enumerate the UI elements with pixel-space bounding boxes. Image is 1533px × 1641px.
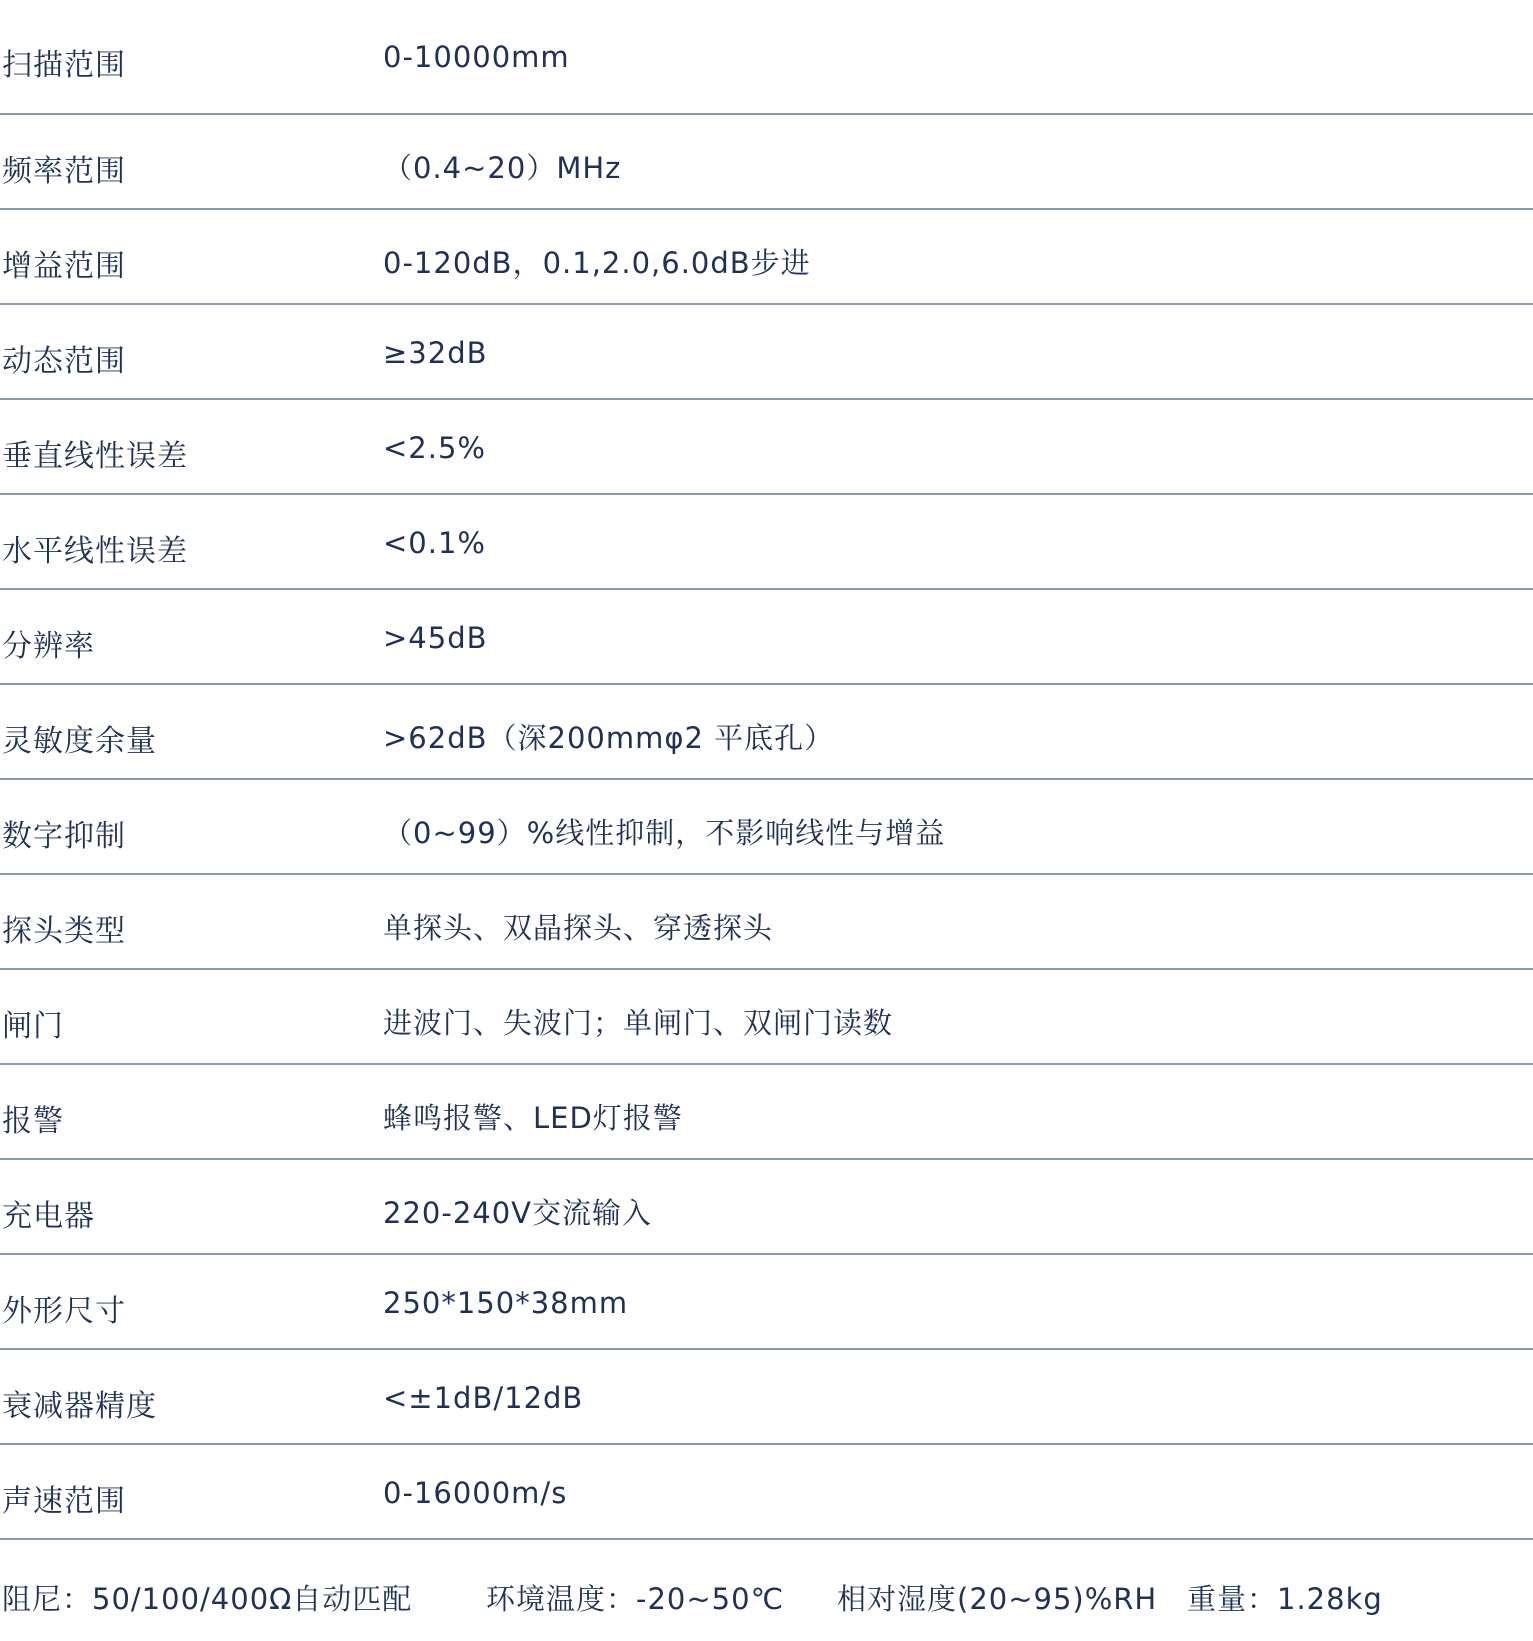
spec-label: 频率范围 [2,154,126,189]
spec-label: 扫描范围 [2,48,126,83]
spec-row-sound-velocity [0,1445,1533,1540]
spec-row-dimensions [0,1255,1533,1350]
spec-value: 0-10000mm [383,40,570,74]
spec-label: 报警 [2,1104,64,1139]
footer-temperature: 环境温度：-20~50℃ [486,1582,785,1616]
spec-value: <0.1% [383,526,486,560]
spec-value: 单探头、双晶探头、穿透探头 [383,911,774,945]
spec-value: 220-240V交流输入 [383,1196,653,1230]
spec-value: 0-120dB，0.1,2.0,6.0dB步进 [383,246,811,280]
spec-row-scan-range [0,0,1533,115]
spec-value: <2.5% [383,431,486,465]
spec-row-digital-suppression [0,780,1533,875]
footer-specs [0,1567,1533,1627]
spec-value: 进波门、失波门；单闸门、双闸门读数 [383,1006,894,1040]
spec-value: ≥32dB [383,336,488,370]
spec-label: 探头类型 [2,914,126,949]
footer-damping: 阻尼：50/100/400Ω自动匹配 [2,1582,413,1616]
spec-row-sensitivity-margin [0,685,1533,780]
spec-label: 垂直线性误差 [2,439,188,474]
spec-label: 声速范围 [2,1484,126,1519]
spec-value: 0-16000m/s [383,1476,568,1510]
spec-label: 充电器 [2,1199,95,1234]
spec-label: 水平线性误差 [2,534,188,569]
spec-row-attenuator-accuracy [0,1350,1533,1445]
spec-value: （0.4~20）MHz [383,151,622,185]
spec-row-frequency-range [0,115,1533,210]
footer-weight: 重量：1.28kg [1187,1582,1383,1616]
spec-row-resolution [0,590,1533,685]
spec-row-probe-type [0,875,1533,970]
footer-humidity: 相对湿度(20~95)%RH [837,1582,1158,1616]
spec-row-vertical-linearity [0,400,1533,495]
spec-label: 闸门 [2,1009,64,1044]
spec-label: 分辨率 [2,629,95,664]
spec-row-gate [0,970,1533,1065]
spec-label: 数字抑制 [2,819,126,854]
spec-value: 蜂鸣报警、LED灯报警 [383,1101,683,1135]
spec-value: >62dB（深200mmφ2 平底孔） [383,721,835,755]
spec-row-horizontal-linearity [0,495,1533,590]
spec-label: 衰减器精度 [2,1389,157,1424]
spec-row-dynamic-range [0,305,1533,400]
spec-label: 灵敏度余量 [2,724,157,759]
spec-value: （0~99）%线性抑制，不影响线性与增益 [383,816,946,850]
spec-label: 外形尺寸 [2,1294,126,1329]
spec-row-charger [0,1160,1533,1255]
spec-row-alarm [0,1065,1533,1160]
spec-label: 增益范围 [2,249,126,284]
spec-value: <±1dB/12dB [383,1381,584,1415]
spec-value: 250*150*38mm [383,1286,629,1320]
spec-label: 动态范围 [2,344,126,379]
spec-row-gain-range [0,210,1533,305]
spec-value: >45dB [383,621,488,655]
